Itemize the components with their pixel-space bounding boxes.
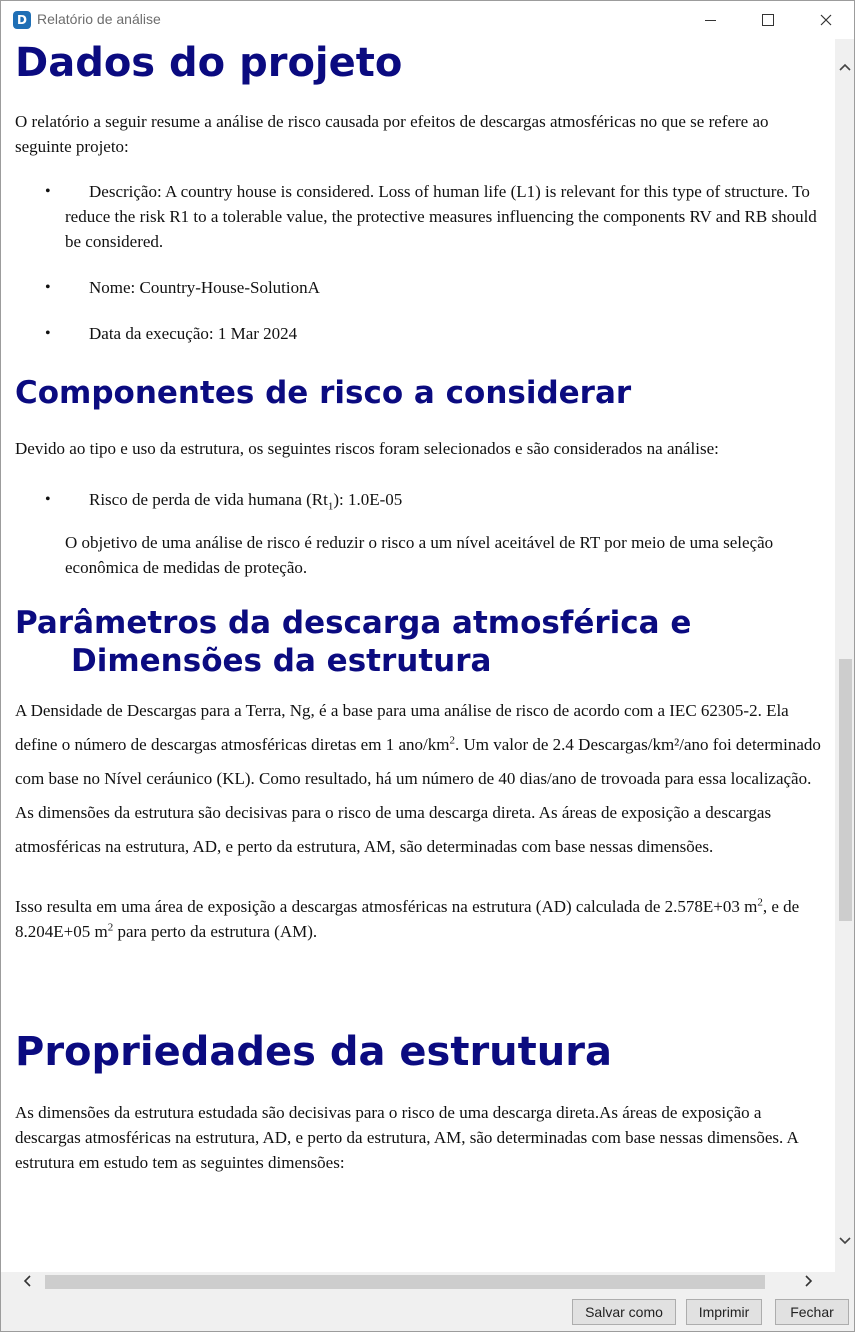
scroll-left-arrow-icon[interactable]	[17, 1272, 37, 1292]
exposure-sup-1: 2	[757, 896, 763, 909]
execution-date: Data da execução: 1 Mar 2024	[89, 324, 298, 343]
close-icon	[820, 14, 832, 26]
bullet-icon: •	[45, 183, 51, 200]
structure-intro: As dimensões da estrutura estudada são decisivas para o risco de uma descarga direta.As áreas de exposição a descargas atmosféricas na estrutura, AD, e perto da estrutura, AM, são determinadas com base nessas dimensões. A estrutura em estudo tem as seguintes dimensões:	[15, 1103, 798, 1172]
project-description: Descrição: A country house is considered. Loss of human life (L1) is relevant for this type of structure. To reduce the risk R1 to a tolerable value, the protective measures influencing the components RV and RB should be considered.	[65, 182, 817, 251]
risk-value: ): 1.0E-05	[333, 490, 403, 509]
section-heading-project-data: Dados do projeto	[15, 40, 403, 86]
density-sup: 2	[449, 734, 455, 747]
project-details-list	[15, 179, 825, 346]
project-name: Nome: Country-House-SolutionA	[89, 278, 320, 297]
app-icon: D	[13, 11, 31, 29]
exposure-text-b: , e de 8.204E+05 m	[15, 897, 800, 941]
window-title: Relatório de análise	[37, 11, 161, 27]
project-intro: O relatório a seguir resume a análise de risco causada por efeitos de descargas atmosféricas no que se refere ao seguinte projeto:	[15, 112, 769, 156]
exposure-text-a: Isso resulta em uma área de exposição a descargas atmosféricas na estrutura (AD) calculada de 2.578E+03 m	[15, 897, 758, 916]
section-heading-lightning-parameters: Parâmetros da descarga atmosférica e Dimensões da estrutura	[15, 605, 692, 679]
maximize-button[interactable]	[739, 1, 797, 39]
scroll-right-arrow-icon[interactable]	[799, 1272, 819, 1292]
risk-label: Risco de perda de vida humana (Rt	[89, 490, 328, 509]
risk-list	[15, 487, 825, 512]
bullet-icon: •	[45, 491, 51, 508]
minimize-icon	[705, 20, 716, 21]
density-text-b: . Um valor de 2.4 Descargas/km²/ano foi determinado com base no Nível ceráunico (KL). Como resultado, há um número de 40 dias/ano de trovoada para essa localização. As dimensões da estrutura são decisivas para o risco de uma descarga direta. As áreas de exposição a descargas atmosféricas na estrutura, AD, e perto da estrutura, AM, são determinadas com base nessas dimensões.	[15, 735, 821, 856]
risk-intro: Devido ao tipo e uso da estrutura, os seguintes riscos foram selecionados e são considerados na análise:	[15, 439, 719, 458]
risk-objective: O objetivo de uma análise de risco é reduzir o risco a um nível aceitável de RT por meio de uma seleção econômica de medidas de proteção.	[65, 533, 774, 577]
report-content[interactable]	[1, 39, 835, 1272]
list-item	[15, 179, 825, 254]
exposure-sup-2: 2	[107, 921, 114, 934]
vertical-scroll-thumb[interactable]	[839, 659, 852, 921]
lightning-density-paragraph	[15, 694, 825, 864]
save-as-button[interactable]: Salvar como	[572, 1299, 676, 1325]
list-item	[15, 275, 825, 300]
title-bar	[1, 1, 854, 39]
scroll-up-arrow-icon[interactable]	[835, 59, 854, 77]
density-text-a: A Densidade de Descargas para a Terra, Ng, é a base para uma análise de risco de acordo com a IEC 62305-2. Ela define o número de descargas atmosféricas diretas em 1 ano/km	[15, 701, 789, 754]
close-window-button[interactable]	[797, 1, 855, 39]
list-item	[15, 487, 825, 512]
risk-subscript: 1	[327, 500, 334, 513]
print-button[interactable]: Imprimir	[686, 1299, 762, 1325]
risk-human-life	[65, 487, 825, 512]
bullet-icon: •	[45, 279, 51, 296]
section-heading-structure-properties: Propriedades da estrutura	[15, 1029, 612, 1075]
horizontal-scroll-thumb[interactable]	[45, 1275, 765, 1289]
maximize-icon	[762, 14, 774, 26]
horizontal-scrollbar[interactable]	[1, 1272, 854, 1292]
exposure-area-paragraph	[15, 894, 825, 944]
exposure-text-c: para perto da estrutura (AM).	[113, 922, 318, 941]
list-item	[15, 321, 825, 346]
bullet-icon: •	[45, 325, 51, 342]
close-button[interactable]: Fechar	[775, 1299, 849, 1325]
scroll-down-arrow-icon[interactable]	[835, 1233, 854, 1251]
section-heading-risk-components: Componentes de risco a considerar	[15, 375, 632, 411]
vertical-scrollbar[interactable]	[835, 39, 854, 1272]
minimize-button[interactable]	[681, 1, 739, 39]
